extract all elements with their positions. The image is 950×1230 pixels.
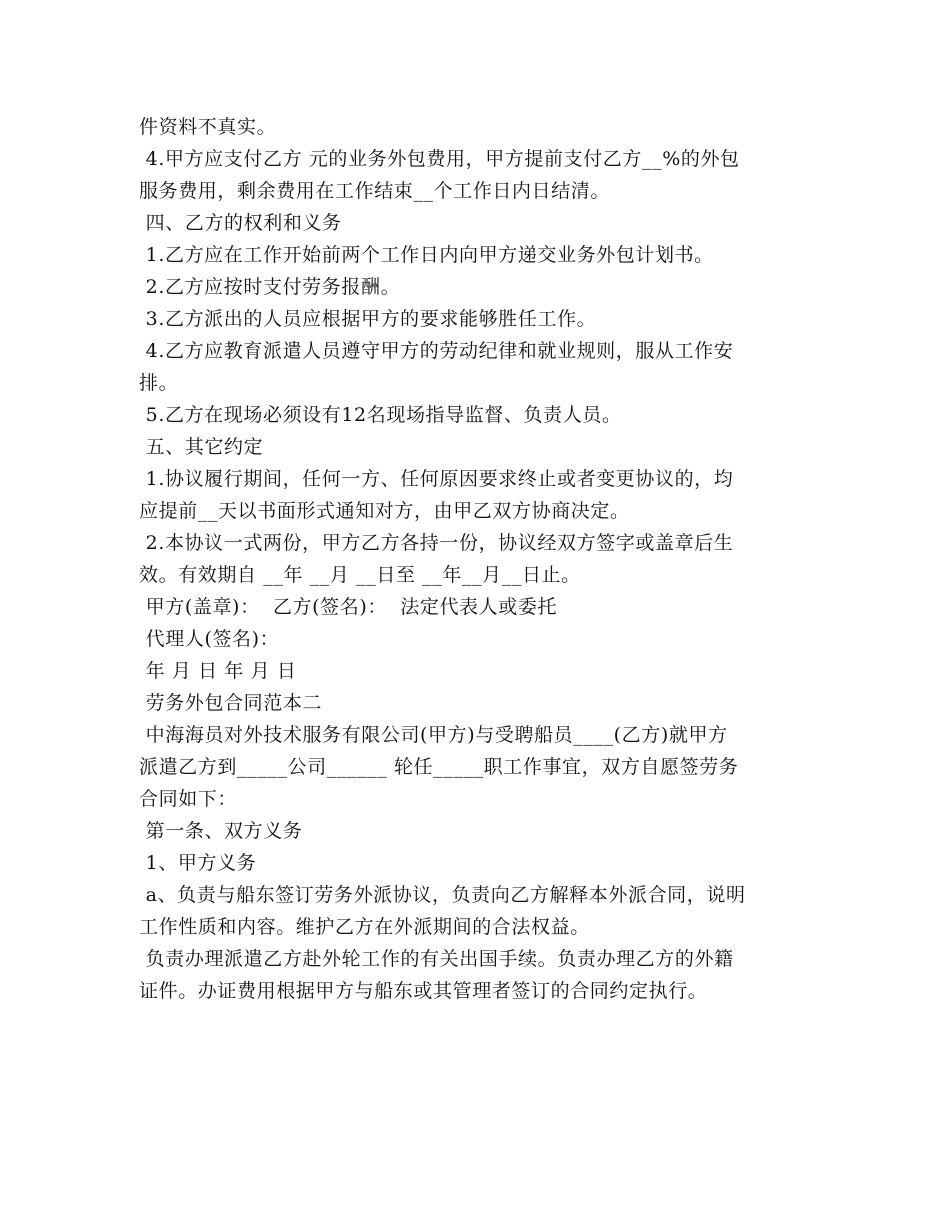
section-heading: 四、乙方的权利和义务 <box>139 212 342 234</box>
text-line: 4.乙方应教育派遣人员遵守甲方的劳动纪律和就业规则，服从工作安 <box>139 340 734 362</box>
document-page <box>139 111 814 1007</box>
text-line: 1.协议履行期间，任何一方、任何原因要求终止或者变更协议的，均 <box>139 468 734 490</box>
text-line: 合同如下： <box>139 788 238 810</box>
text-line: a、负责与船东签订劳务外派协议，负责向乙方解释本外派合同，说明 <box>139 884 746 906</box>
section-heading: 第一条、双方义务 <box>139 820 303 842</box>
section-heading: 五、其它约定 <box>139 436 264 458</box>
text-line: 1.乙方应在工作开始前两个工作日内向甲方递交业务外包计划书。 <box>139 244 714 266</box>
date-line: 年 月 日 年 月 日 <box>139 660 297 682</box>
text-line: 证件。办证费用根据甲方与船东或其管理者签订的合同约定执行。 <box>139 980 708 1002</box>
signature-line: 代理人(签名)： <box>139 628 280 650</box>
text-line: 应提前__天以书面形式通知对方，由甲乙双方协商决定。 <box>139 500 630 522</box>
text-line: 2.本协议一式两份，甲方乙方各持一份，协议经双方签字或盖章后生 <box>139 532 734 554</box>
text-line: 2.乙方应按时支付劳务报酬。 <box>139 276 401 298</box>
text-line: 效。有效期自 __年 __月 __日至 __年__月__日止。 <box>139 564 581 586</box>
text-line: 派遣乙方到_____公司______ 轮任_____职工作事宜，双方自愿签劳务 <box>139 756 739 778</box>
text-line: 中海海员对外技术服务有限公司(甲方)与受聘船员____(乙方)就甲方 <box>139 724 728 746</box>
text-line: 排。 <box>139 372 179 394</box>
text-line: 5.乙方在现场必须设有12名现场指导监督、负责人员。 <box>139 404 622 426</box>
text-line: 3.乙方派出的人员应根据甲方的要求能够胜任工作。 <box>139 308 597 330</box>
text-line: 服务费用，剩余费用在工作结束__个工作日内日结清。 <box>139 180 611 202</box>
subsection-heading: 1、甲方义务 <box>139 852 257 874</box>
text-line: 工作性质和内容。维护乙方在外派期间的合法权益。 <box>139 916 590 938</box>
text-line: 4.甲方应支付乙方 元的业务外包费用，甲方提前支付乙方__%的外包 <box>139 148 740 170</box>
document-title: 劳务外包合同范本二 <box>139 692 323 714</box>
text-line: 件资料不真实。 <box>139 116 277 138</box>
text-line: 负责办理派遣乙方赴外轮工作的有关出国手续。负责办理乙方的外籍 <box>139 948 734 970</box>
signature-line: 甲方(盖章)： 乙方(签名)： 法定代表人或委托 <box>139 596 558 618</box>
